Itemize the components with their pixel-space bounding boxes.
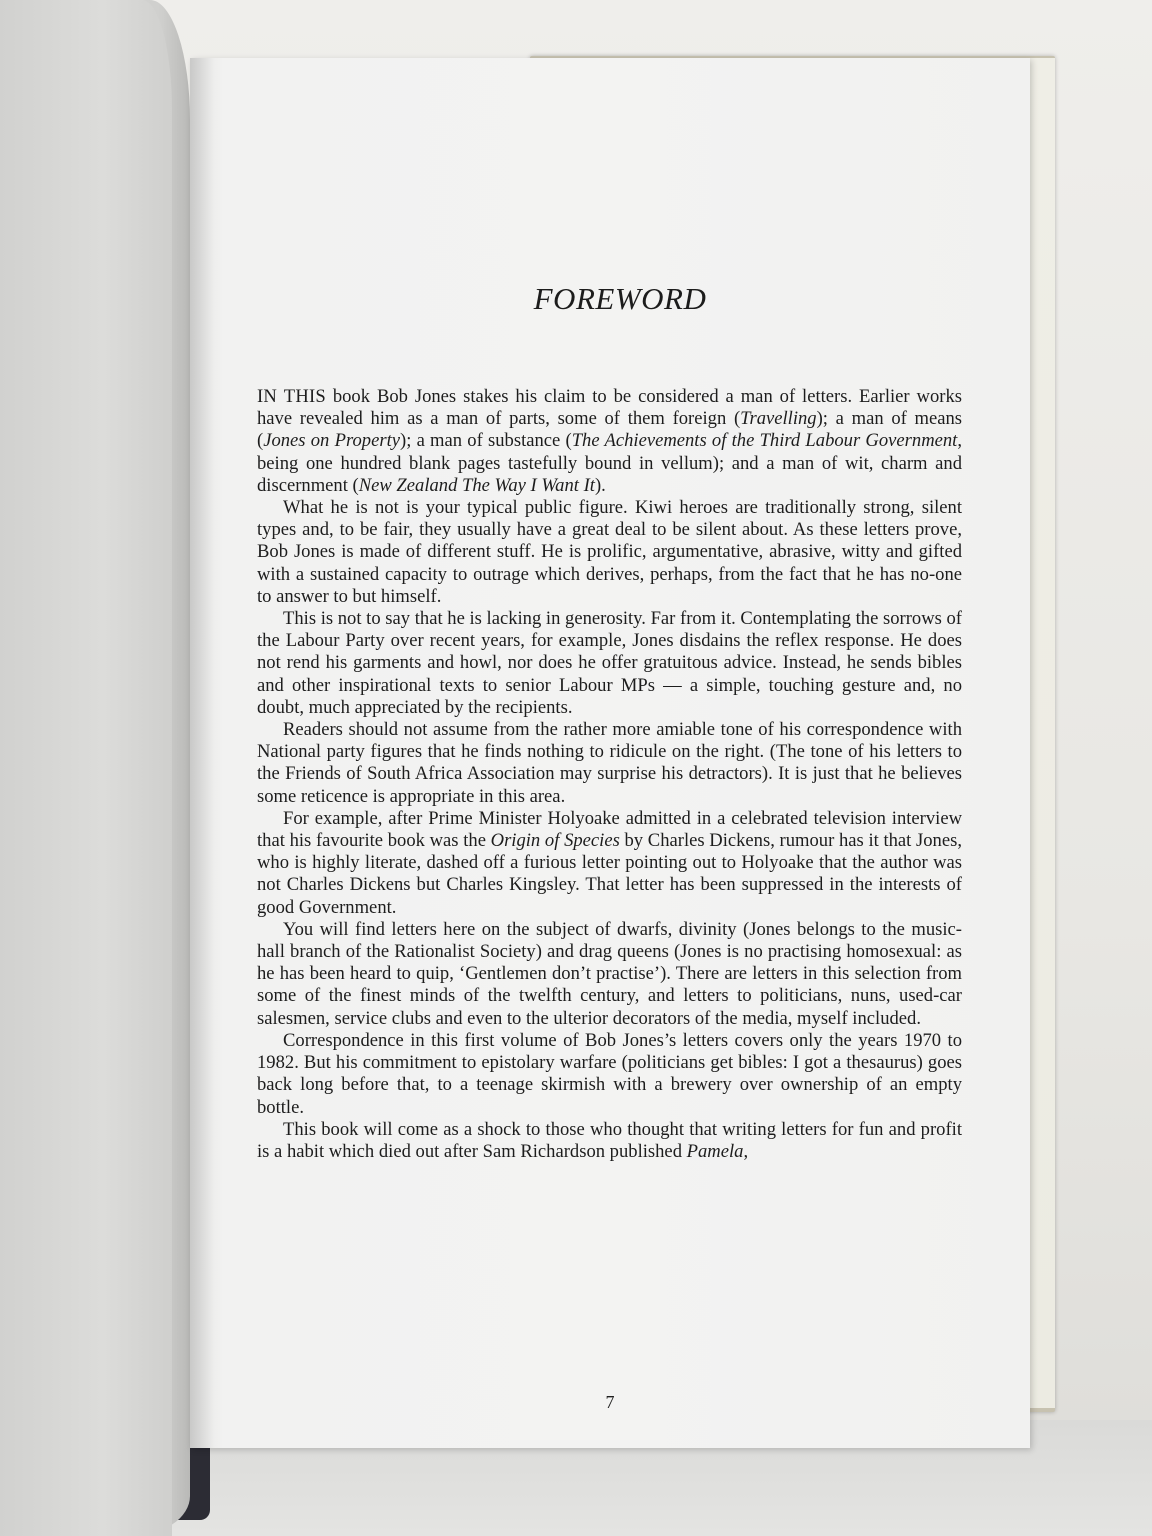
- left-page-verso: [0, 0, 190, 1536]
- left-page-surface: [0, 0, 172, 1536]
- paragraph-text: Correspondence in this first volume of Bob Jones’s letters covers only the years 1970 to 1982. But his commitment to epistolary warfare (politicians get bibles: I got a thesaurus) goes back long before that, to a teenage skirmish with a brewery over ownership of an empty bottle.: [257, 1029, 962, 1118]
- paragraph-text: This is not to say that he is lacking in generosity. Far from it. Contemplating the sorrows of the Labour Party over recent years, for example, Jones disdains the reflex response. He does not rend his garments and howl, nor does he offer gratuitous advice. Instead, he sends bibles and other inspirational texts to senior Labour MPs — a simple, touching gesture and, no doubt, much appreciated by the recipients.: [257, 608, 962, 718]
- paragraph: [257, 608, 962, 719]
- paragraph-text: book Bob Jones stakes his claim to be considered a man of letters. Earlier works have revealed him as a man of parts, some of them foreign (: [257, 386, 962, 430]
- page-title: FOREWORD: [533, 281, 707, 316]
- italic-title: Pamela: [686, 1140, 744, 1162]
- italic-title: Travelling: [740, 408, 817, 430]
- italic-title: Origin of Species: [490, 830, 620, 852]
- paragraph: [257, 497, 962, 608]
- paragraph-text: ); a man of substance (: [400, 430, 572, 452]
- paragraph-text: by Charles Dickens, rumour has it that Jones, who is highly literate, dashed off a furious letter pointing out to Holyoake that the author was not Charles Dickens but Charles Kingsley. That letter has been suppressed in the interests of good Government.: [257, 830, 962, 918]
- paragraph-text: What he is not is your typical public figure. Kiwi heroes are traditionally strong, silent types and, to be fair, they usually have a great deal to be silent about. As these letters prove, Bob Jones is made of different stuff. He is prolific, argumentative, abrasive, witty and gifted with a sustained capacity to outrage which derives, perhaps, from the fact that he has no-one to answer to but himself.: [257, 497, 962, 607]
- paragraph-text: ,: [743, 1140, 749, 1162]
- paragraph-text: You will find letters here on the subject of dwarfs, divinity (Jones belongs to the music-hall branch of the Rationalist Society) and drag queens (Jones is no practising homosexual: as he has been heard to quip, ‘Gentlemen don’t practise’). There are letters in this selection from some of the finest minds of the twelfth century, and letters to politicians, nuns, used-car salesmen, service clubs and even to the ulterior decorators of the media, myself included.: [257, 918, 962, 1029]
- lead-in-text: IN THIS: [257, 386, 326, 407]
- gutter-shadow: [190, 58, 214, 1448]
- paragraph: [257, 1030, 962, 1119]
- paragraph: [257, 386, 962, 497]
- paragraph-text: ); a man of means (: [257, 408, 962, 452]
- paragraph-text: , being one hundred blank pages tastefully bound in vellum); and a man of wit, charm and discernment (: [257, 430, 962, 496]
- paragraph: [257, 1119, 962, 1163]
- paragraph-text: Readers should not assume from the rather more amiable tone of his correspondence with National party figures that he finds nothing to ridicule on the right. (The tone of his letters to the Friends of South Africa Association may surprise his detractors). It is just that he believes some reticence is appropriate in this area.: [257, 719, 962, 807]
- paragraph-text: For example, after Prime Minister Holyoake admitted in a celebrated television interview that his favourite book was the: [257, 807, 962, 852]
- paragraph-text: ).: [594, 474, 606, 496]
- paragraph: [257, 919, 962, 1030]
- italic-title: Jones on Property: [263, 430, 400, 452]
- paragraph: [257, 808, 962, 919]
- paragraph: [257, 719, 962, 808]
- page-number: 7: [605, 1392, 615, 1412]
- italic-title: The Achievements of the Third Labour Government: [571, 430, 958, 452]
- paragraph-text: This book will come as a shock to those who thought that writing letters for fun and profit is a habit which died out after Sam Richardson published: [257, 1118, 962, 1162]
- foreword-body: [257, 386, 962, 1163]
- italic-title: New Zealand The Way I Want It: [358, 474, 595, 496]
